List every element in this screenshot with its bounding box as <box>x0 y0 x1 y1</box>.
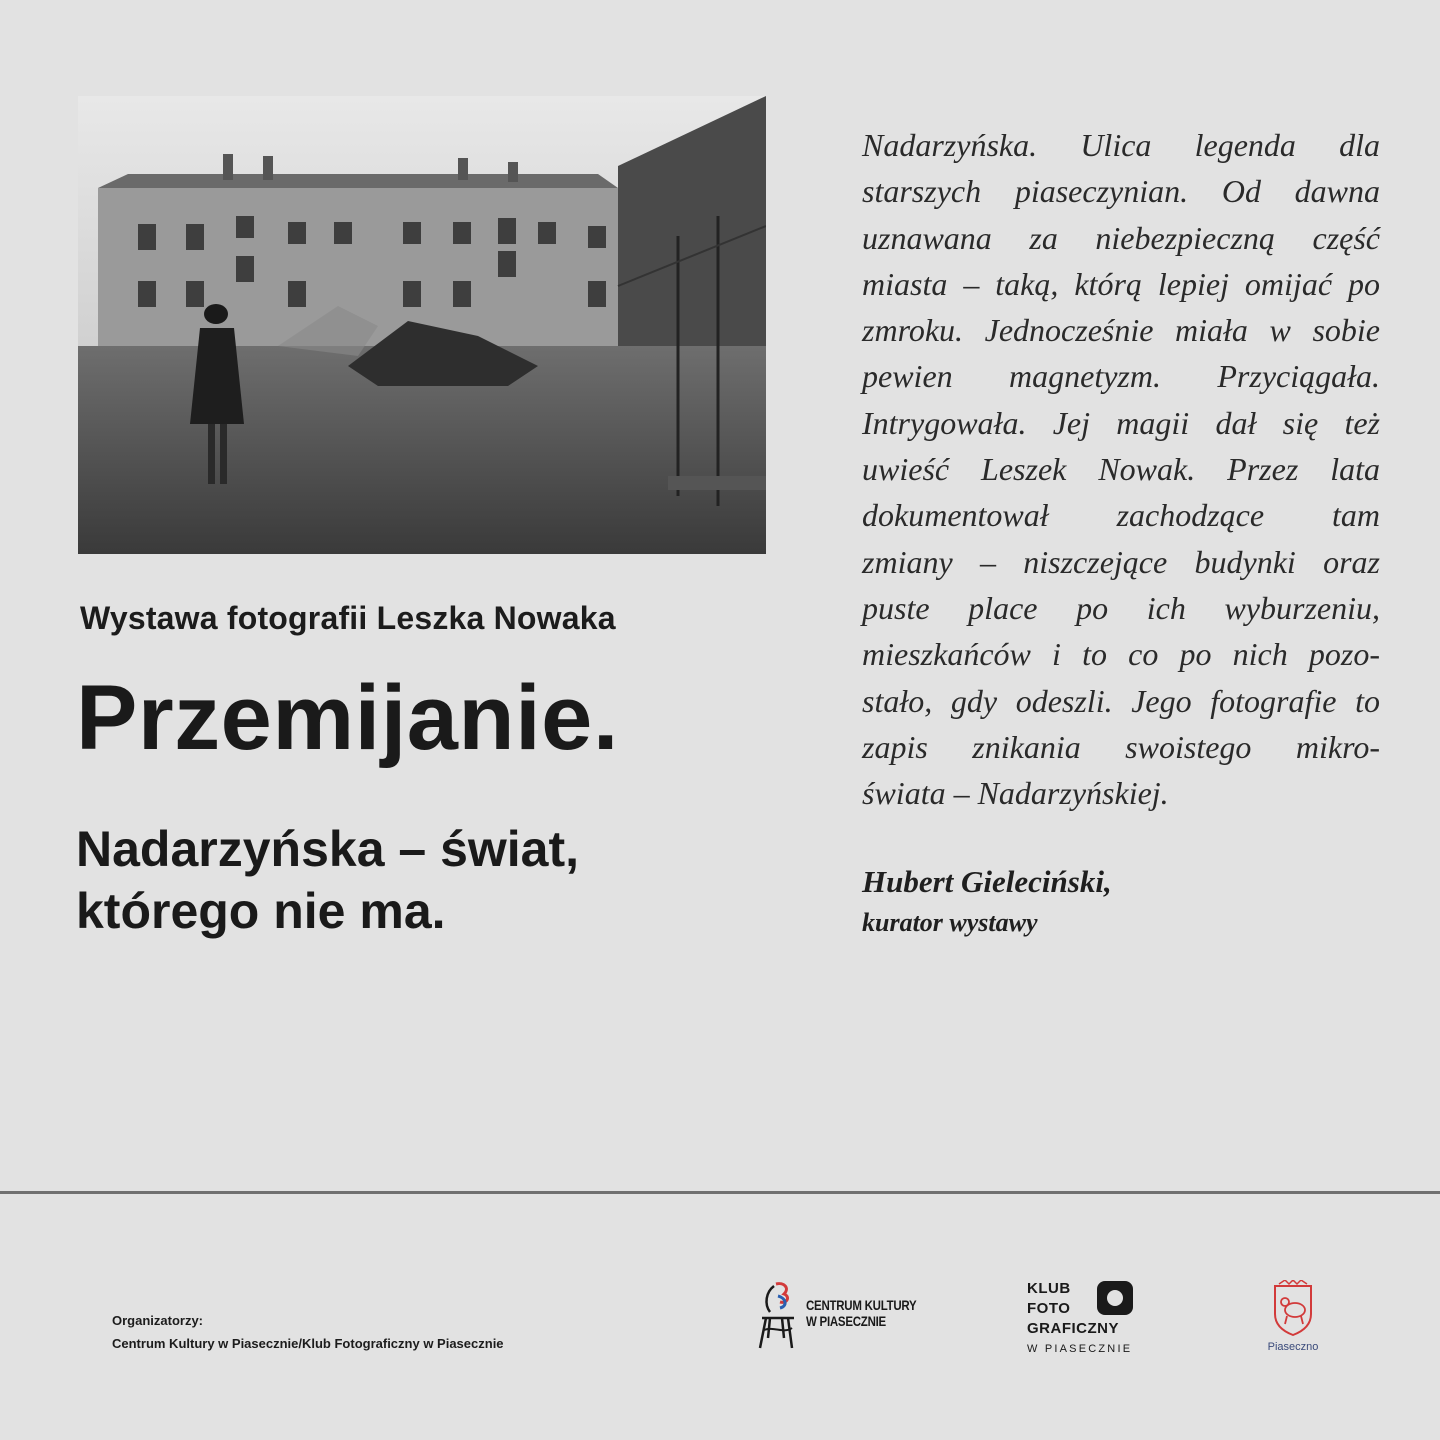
quote-line: Nadarzyńska. Ulica legenda dla <box>862 127 1380 163</box>
klub-foto-line-1: KLUB <box>1027 1280 1071 1297</box>
quote-line: starszych piaseczynian. Od dawna <box>862 173 1380 210</box>
quote-line: uznawana za niebezpieczną część <box>862 219 1380 256</box>
quote-line: uwieść Leszek Nowak. Przez lata <box>862 451 1380 488</box>
title-line-2: Nadarzyńska – świat, <box>76 821 580 877</box>
centrum-kultury-logo <box>754 1278 924 1350</box>
chair-butterfly-icon <box>754 1278 804 1350</box>
organizers-label: Organizatorzy: <box>112 1313 204 1328</box>
exhibition-title: Przemijanie. <box>76 667 619 769</box>
piaseczno-name: Piaseczno <box>1267 1341 1319 1353</box>
quote-line: pewien magnetyzm. Przyciągała. <box>862 358 1380 395</box>
piaseczno-crest-icon <box>1271 1280 1315 1336</box>
centrum-kultury-line-1: CENTRUM KULTURY <box>806 1297 917 1313</box>
quote-line: dokumentował zachodzące tam <box>862 497 1380 534</box>
klub-foto-line-3: GRAFICZNY <box>1027 1320 1119 1337</box>
quote-line: miasta – taką, którą lepiej omijać po <box>862 265 1380 302</box>
quote-line: zapis znikania swoistego mikro- <box>862 728 1380 765</box>
quote-line: puste place po ich wyburzeniu, <box>862 589 1380 626</box>
quote-line: zmroku. Jednocześnie miała w sobie <box>862 312 1380 349</box>
exhibition-subtitle: Wystawa fotografii Leszka Nowaka <box>80 600 616 636</box>
quote-line: zmiany – niszczejące budynki oraz <box>862 543 1380 580</box>
camera-icon <box>1097 1281 1133 1315</box>
klub-foto-logo <box>1027 1279 1167 1359</box>
quote-line: stało, gdy odeszli. Jego fotografie to <box>862 682 1380 719</box>
quote-line: świata – Nadarzyńskiej. <box>862 775 1169 812</box>
organizers-list: Centrum Kultury w Piasecznie/Klub Fotograficzny w Piasecznie <box>112 1336 504 1351</box>
exhibition-photo <box>78 96 766 554</box>
exhibition-title-secondary <box>76 818 796 942</box>
klub-foto-line-4: W PIASECZNIE <box>1027 1343 1133 1355</box>
photo-icon <box>78 96 766 554</box>
quote-author-role: kurator wystawy <box>862 908 1038 937</box>
quote-line: Intrygowała. Jej magii dał się też <box>862 404 1380 441</box>
curator-quote <box>862 122 1380 816</box>
footer-divider <box>0 1191 1440 1194</box>
piaseczno-logo <box>1262 1280 1324 1360</box>
quote-author: Hubert Gieleciński, <box>862 864 1112 899</box>
centrum-kultury-line-2: W PIASECZNIE <box>806 1313 886 1329</box>
klub-foto-line-2: FOTO <box>1027 1300 1071 1317</box>
title-line-3: którego nie ma. <box>76 883 446 939</box>
quote-line: mieszkańców i to co po nich pozo- <box>862 636 1380 673</box>
